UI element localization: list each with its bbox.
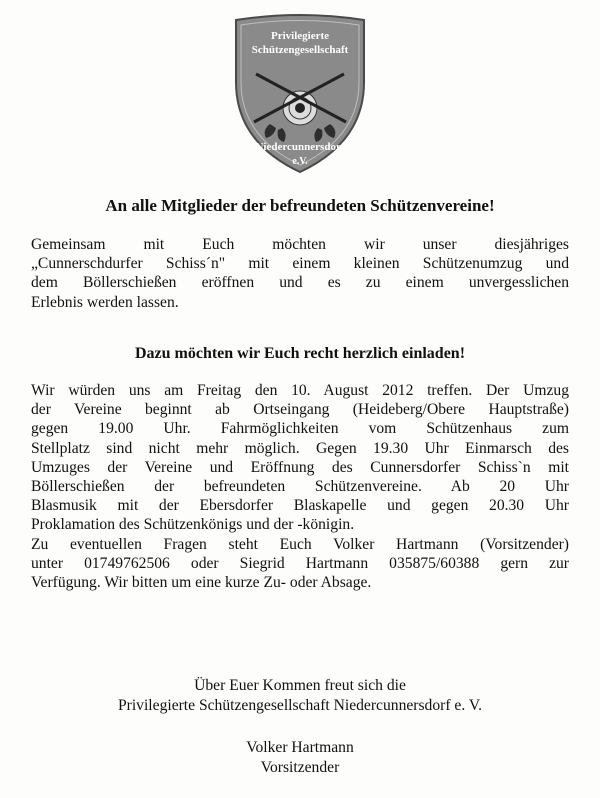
details-line: Proklamation des Schützenkönigs und der -königin. (31, 516, 355, 534)
emblem-text-top: Privilegierte (270, 30, 330, 42)
intro-line: Gemeinsam mit Euch möchten wir unser diesjähriges (31, 236, 569, 253)
details-line: Umzuges der Vereine und Eröffnung des Cunnersdorfer Schiss`n mit (31, 458, 569, 476)
intro-line: Erlebnis werden lassen. (31, 293, 179, 311)
emblem-text-bottom: Niedercunnersdorf (255, 141, 345, 153)
details-line: gegen 19.00 Uhr. Fahrmöglichkeiten vom Schützenhaus zum (31, 420, 569, 438)
intro-line: „Cunnerschdurfer Schiss´n" mit einem kleinen Schützenumzug und (31, 255, 569, 273)
details-line: Verfügung. Wir bitten um eine kurze Zu- oder Absage. (31, 574, 372, 592)
shield-emblem-icon (226, 12, 374, 177)
details-line: Stellplatz sind nicht mehr möglich. Gegen 19.30 Uhr Einmarsch des (31, 439, 569, 457)
page-title: An alle Mitglieder der befreundeten Schützenvereine! (105, 196, 495, 215)
details-line: Wir würden uns am Freitag den 10. August 2012 treffen. Der Umzug (31, 382, 569, 399)
closing-greeting (0, 676, 600, 716)
club-emblem (226, 12, 374, 177)
signature-name: Volker Hartmann (246, 739, 354, 756)
details-line: unter 01749762506 oder Siegrid Hartmann 035875/60388 gern zur (31, 554, 569, 572)
details-paragraph (31, 381, 569, 592)
intro-paragraph (31, 235, 569, 312)
closing-line: Über Euer Kommen freut sich die (194, 677, 406, 694)
intro-line: dem Böllerschießen eröffnen und es zu einem unvergesslichen (31, 274, 569, 292)
target-center (295, 103, 305, 113)
emblem-text-ev: e.V. (292, 156, 308, 167)
details-line: Zu eventuellen Fragen steht Euch Volker Hartmann (Vorsitzender) (31, 535, 569, 553)
invitation-subheading: Dazu möchten wir Euch recht herzlich einladen! (134, 345, 466, 362)
details-line: Blasmusik mit der Ebersdorfer Blaskapelle und gegen 20.30 Uhr (31, 497, 569, 515)
signature-block (0, 738, 600, 778)
details-line: Böllerschießen der befreundeten Schützenvereine. Ab 20 Uhr (31, 478, 569, 496)
details-line: der Vereine beginnt ab Ortseingang (Heideberg/Obere Hauptstraße) (31, 401, 569, 419)
emblem-text-second: Schützengesellschaft (251, 44, 349, 56)
signature-role: Vorsitzender (260, 759, 340, 776)
closing-line: Privilegierte Schützengesellschaft Niedercunnersdorf e. V. (117, 697, 483, 714)
